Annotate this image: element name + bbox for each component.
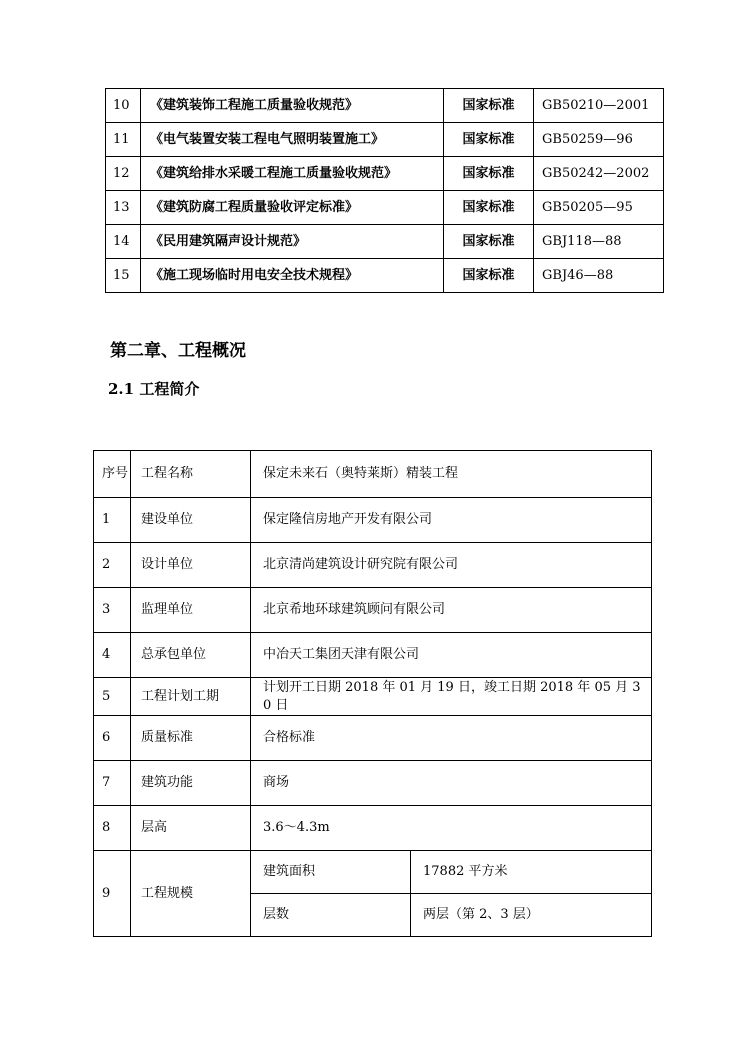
row-no: 4 — [94, 633, 131, 678]
section-heading: 2.1 工程简介 — [108, 380, 200, 398]
standard-title: 《电气装置安装工程电气照明装置施工》 — [141, 123, 444, 157]
standard-code: GB50259—96 — [534, 123, 664, 157]
row-no: 序号 — [94, 451, 131, 498]
standard-category: 国家标准 — [444, 157, 534, 191]
row-no: 3 — [94, 588, 131, 633]
overview-row — [94, 806, 652, 851]
standard-title: 《建筑装饰工程施工质量验收规范》 — [141, 89, 444, 123]
row-no: 6 — [94, 716, 131, 761]
standard-code: GB50210—2001 — [534, 89, 664, 123]
row-value: 保定隆信房地产开发有限公司 — [251, 498, 652, 543]
row-label: 总承包单位 — [131, 633, 251, 678]
sub-key: 建筑面积 — [251, 851, 411, 894]
standards-table — [105, 88, 664, 293]
overview-row — [94, 761, 652, 806]
standard-title: 《建筑防腐工程质量验收评定标准》 — [141, 191, 444, 225]
standard-category: 国家标准 — [444, 259, 534, 293]
standard-category: 国家标准 — [444, 89, 534, 123]
standard-no: 14 — [106, 225, 141, 259]
overview-row — [94, 498, 652, 543]
row-label: 监理单位 — [131, 588, 251, 633]
overview-row — [94, 451, 652, 498]
row-label: 质量标准 — [131, 716, 251, 761]
row-value: 北京希地环球建筑顾问有限公司 — [251, 588, 652, 633]
overview-row — [94, 588, 652, 633]
row-value: 保定未来石（奥特莱斯）精装工程 — [251, 451, 652, 498]
row-value: 北京清尚建筑设计研究院有限公司 — [251, 543, 652, 588]
standard-no: 11 — [106, 123, 141, 157]
row-no: 5 — [94, 678, 131, 716]
chapter-heading: 第二章、工程概况 — [110, 341, 246, 361]
row-value: 合格标准 — [251, 716, 652, 761]
sub-value: 17882 平方米 — [411, 851, 652, 894]
overview-row — [94, 678, 652, 716]
row-label: 层高 — [131, 806, 251, 851]
row-value: 计划开工日期 2018 年 01 月 19 日，竣工日期 2018 年 05 月 30 日 — [251, 678, 652, 716]
overview-row — [94, 851, 652, 894]
standard-code: GBJ46—88 — [534, 259, 664, 293]
standard-category: 国家标准 — [444, 123, 534, 157]
row-label: 工程规模 — [131, 851, 251, 937]
overview-row — [94, 543, 652, 588]
overview-row — [94, 633, 652, 678]
row-value: 中冶天工集团天津有限公司 — [251, 633, 652, 678]
row-label: 工程计划工期 — [131, 678, 251, 716]
row-label: 工程名称 — [131, 451, 251, 498]
standard-code: GBJ118—88 — [534, 225, 664, 259]
standard-title: 《建筑给排水采暖工程施工质量验收规范》 — [141, 157, 444, 191]
row-label: 建设单位 — [131, 498, 251, 543]
row-no: 8 — [94, 806, 131, 851]
row-no: 9 — [94, 851, 131, 937]
row-no: 1 — [94, 498, 131, 543]
project-overview-table — [93, 450, 652, 937]
standard-code: GB50205—95 — [534, 191, 664, 225]
row-no: 2 — [94, 543, 131, 588]
row-no: 7 — [94, 761, 131, 806]
standard-no: 13 — [106, 191, 141, 225]
row-value: 商场 — [251, 761, 652, 806]
standard-title: 《施工现场临时用电安全技术规程》 — [141, 259, 444, 293]
row-label: 建筑功能 — [131, 761, 251, 806]
standard-no: 12 — [106, 157, 141, 191]
overview-row — [94, 716, 652, 761]
standards-row — [106, 259, 664, 293]
standard-code: GB50242—2002 — [534, 157, 664, 191]
standard-title: 《民用建筑隔声设计规范》 — [141, 225, 444, 259]
standard-no: 10 — [106, 89, 141, 123]
sub-value: 两层（第 2、3 层） — [411, 894, 652, 937]
standard-no: 15 — [106, 259, 141, 293]
standards-row — [106, 123, 664, 157]
sub-key: 层数 — [251, 894, 411, 937]
row-label: 设计单位 — [131, 543, 251, 588]
standard-category: 国家标准 — [444, 225, 534, 259]
standards-row — [106, 157, 664, 191]
standards-row — [106, 89, 664, 123]
standards-row — [106, 191, 664, 225]
row-value: 3.6～4.3m — [251, 806, 652, 851]
standard-category: 国家标准 — [444, 191, 534, 225]
standards-row — [106, 225, 664, 259]
